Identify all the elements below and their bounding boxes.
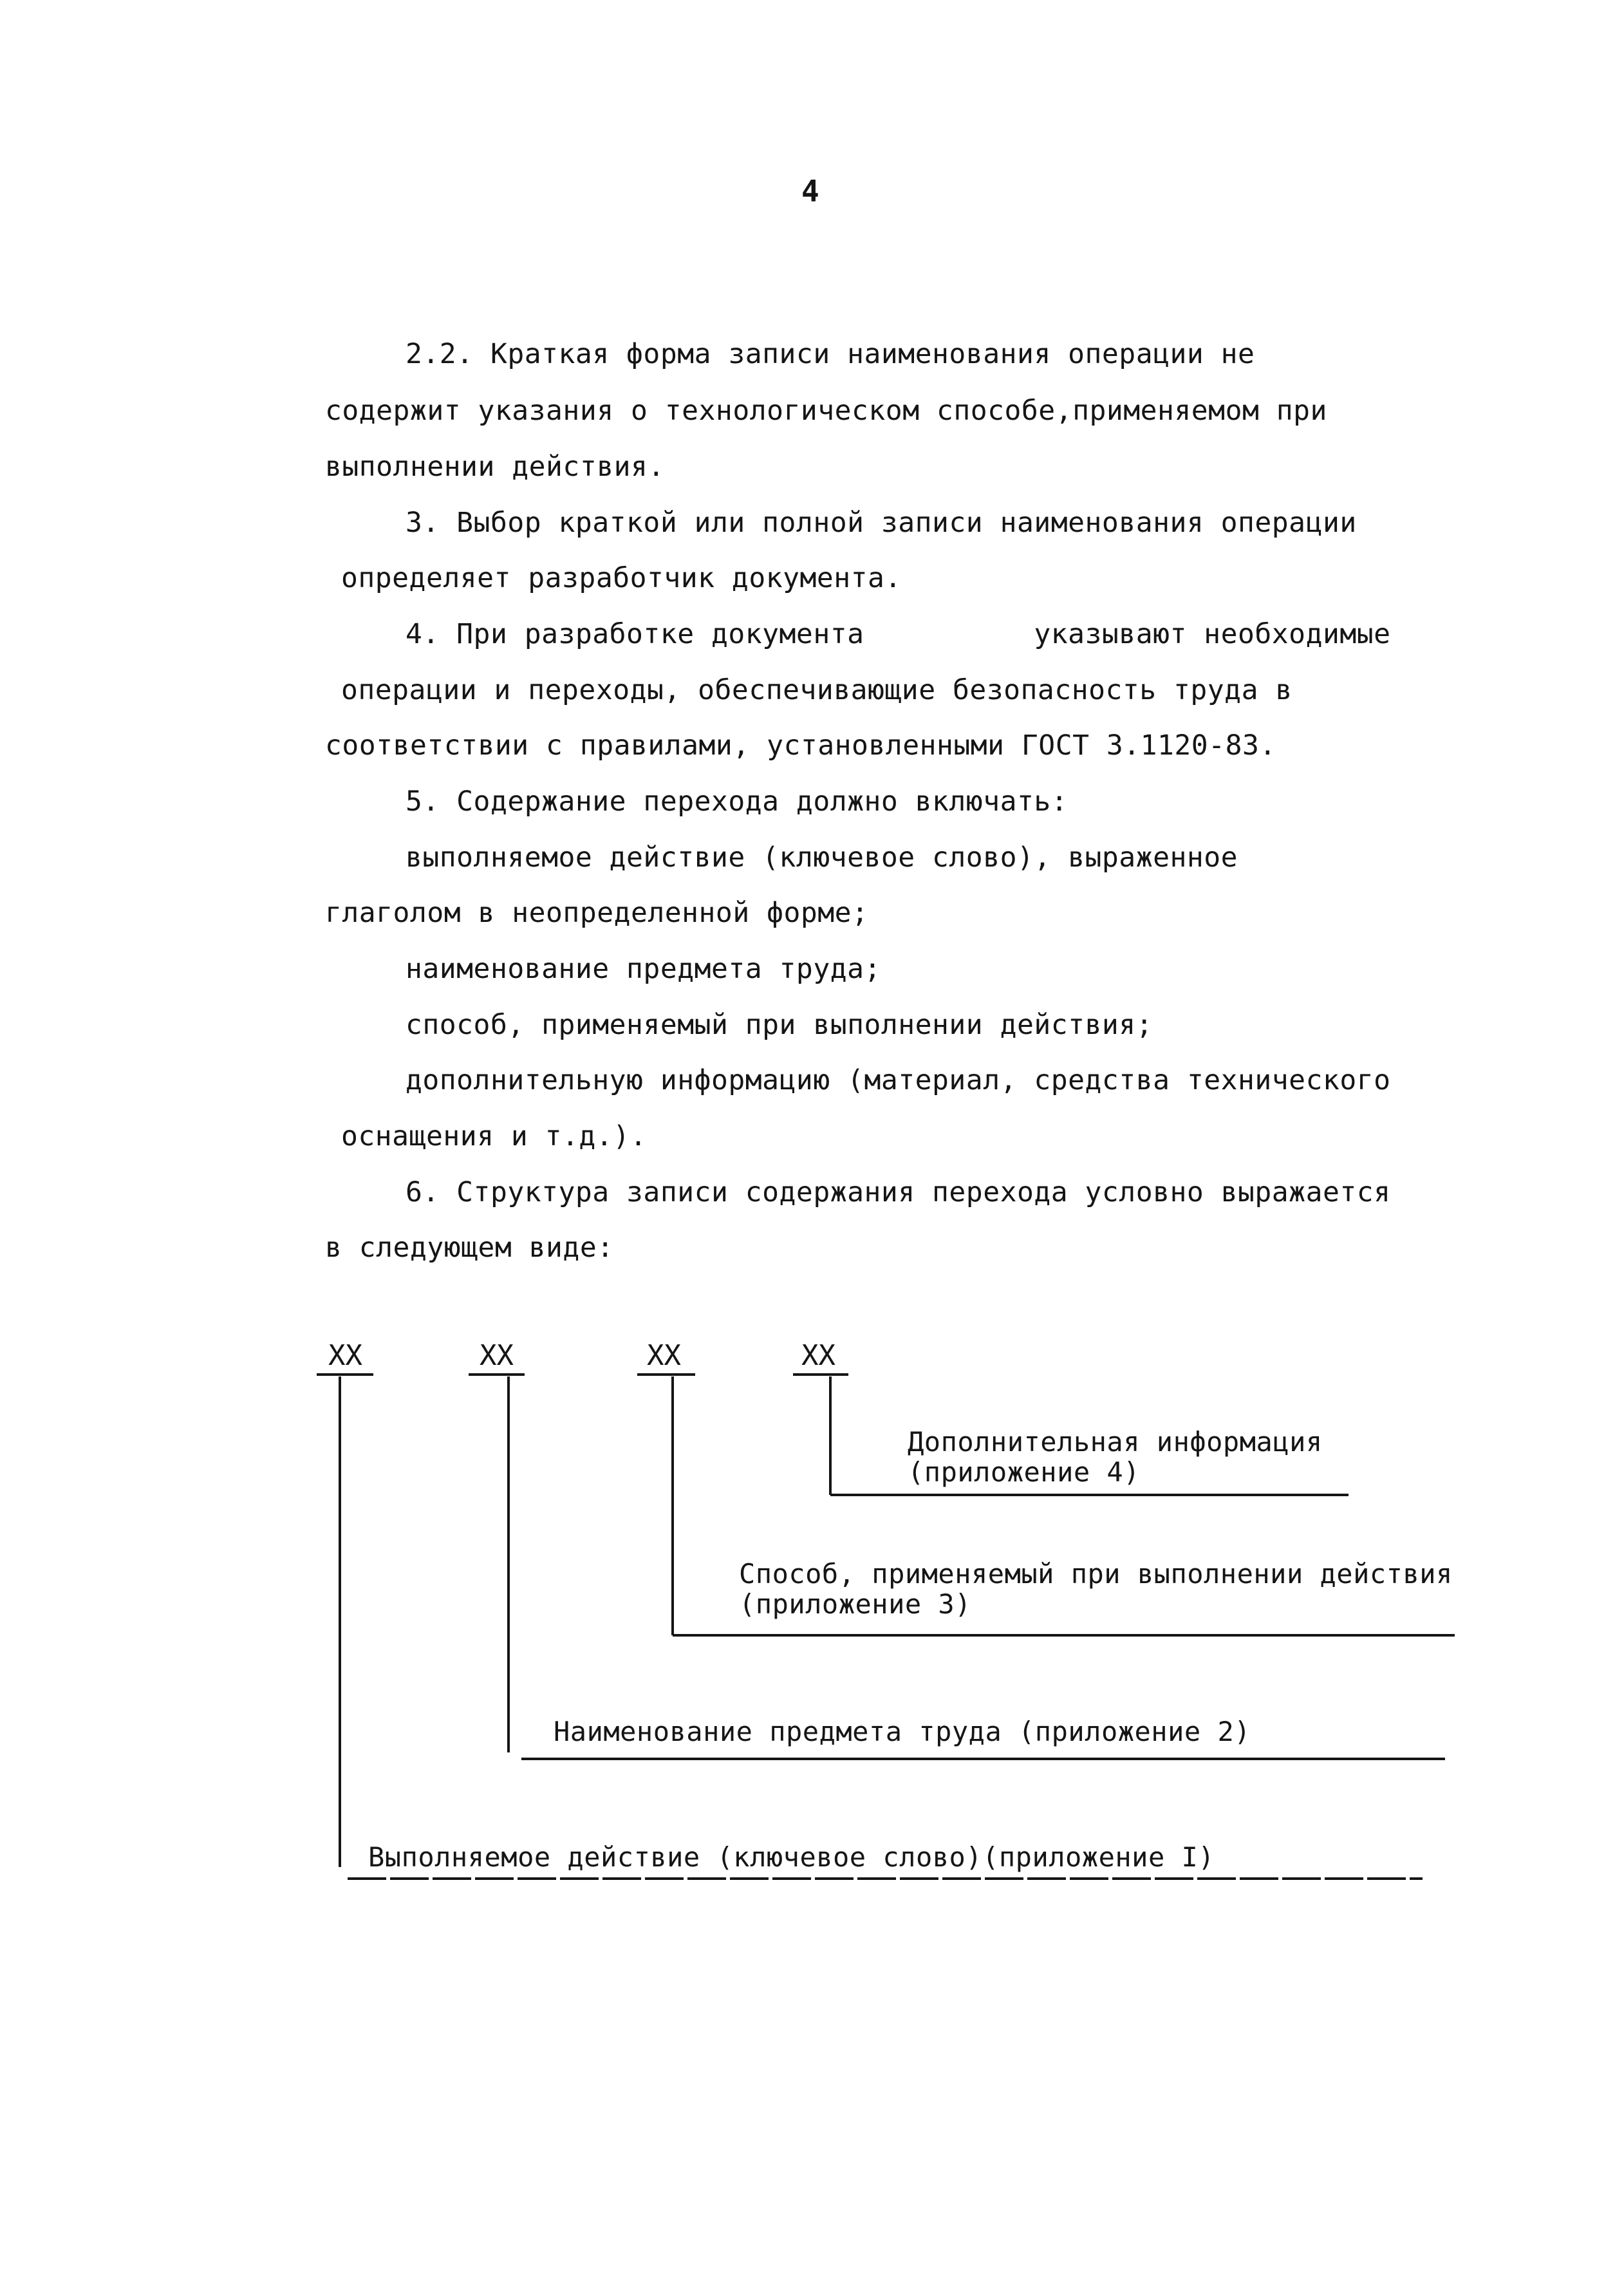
placeholder-action: XX	[328, 1339, 362, 1372]
paragraph-5-line-6: дополнительную информацию (материал, средства технического	[406, 1064, 1391, 1096]
placeholder-subject: XX	[480, 1339, 514, 1372]
paragraph-6-line-2: в следующем виде:	[325, 1232, 614, 1264]
label-method-appendix: (приложение 3)	[739, 1588, 972, 1620]
paragraph-2-2-line-2: содержит указания о технологическом способе,применяемом при	[325, 395, 1327, 427]
placeholder-method: XX	[647, 1339, 681, 1372]
paragraph-5-line-7: оснащения и т.д.).	[341, 1120, 647, 1152]
paragraph-4-line-2: операции и переходы, обеспечивающие безопасность труда в	[341, 674, 1293, 706]
paragraph-5-line-5: способ, применяемый при выполнении действия;	[406, 1009, 1153, 1041]
paragraph-3-line-1: 3. Выбор краткой или полной записи наименования операции	[406, 507, 1357, 539]
paragraph-2-2-line-3: выполнении действия.	[325, 451, 665, 483]
page-number: 4	[801, 174, 819, 209]
paragraph-5-line-4: наименование предмета труда;	[406, 953, 881, 985]
label-additional-info: Дополнительная информация	[908, 1426, 1323, 1458]
paragraph-4-line-3: соответствии с правилами, установленными ГОСТ 3.1120-83.	[325, 729, 1276, 762]
paragraph-4-line-1: 4. При разработке документа указывают необходимые	[406, 618, 1391, 650]
paragraph-5-line-3: глаголом в неопределенной форме;	[325, 897, 869, 929]
placeholder-additional-info: XX	[801, 1339, 835, 1372]
label-action: Выполняемое действие (ключевое слово)(приложение I)	[368, 1841, 1215, 1873]
paragraph-5-line-1: 5. Содержание перехода должно включать:	[406, 785, 1069, 818]
label-additional-info-appendix: (приложение 4)	[908, 1456, 1141, 1488]
label-subject: Наименование предмета труда (приложение 2)	[554, 1716, 1251, 1747]
paragraph-5-line-2: выполняемое действие (ключевое слово), выраженное	[406, 841, 1238, 874]
label-method: Способ, применяемый при выполнении действия	[739, 1558, 1453, 1590]
paragraph-3-line-2: определяет разработчик документа.	[341, 562, 902, 594]
paragraph-2-2-line-1: 2.2. Краткая форма записи наименования операции не	[406, 338, 1255, 370]
paragraph-6-line-1: 6. Структура записи содержания перехода условно выражается	[406, 1176, 1391, 1208]
